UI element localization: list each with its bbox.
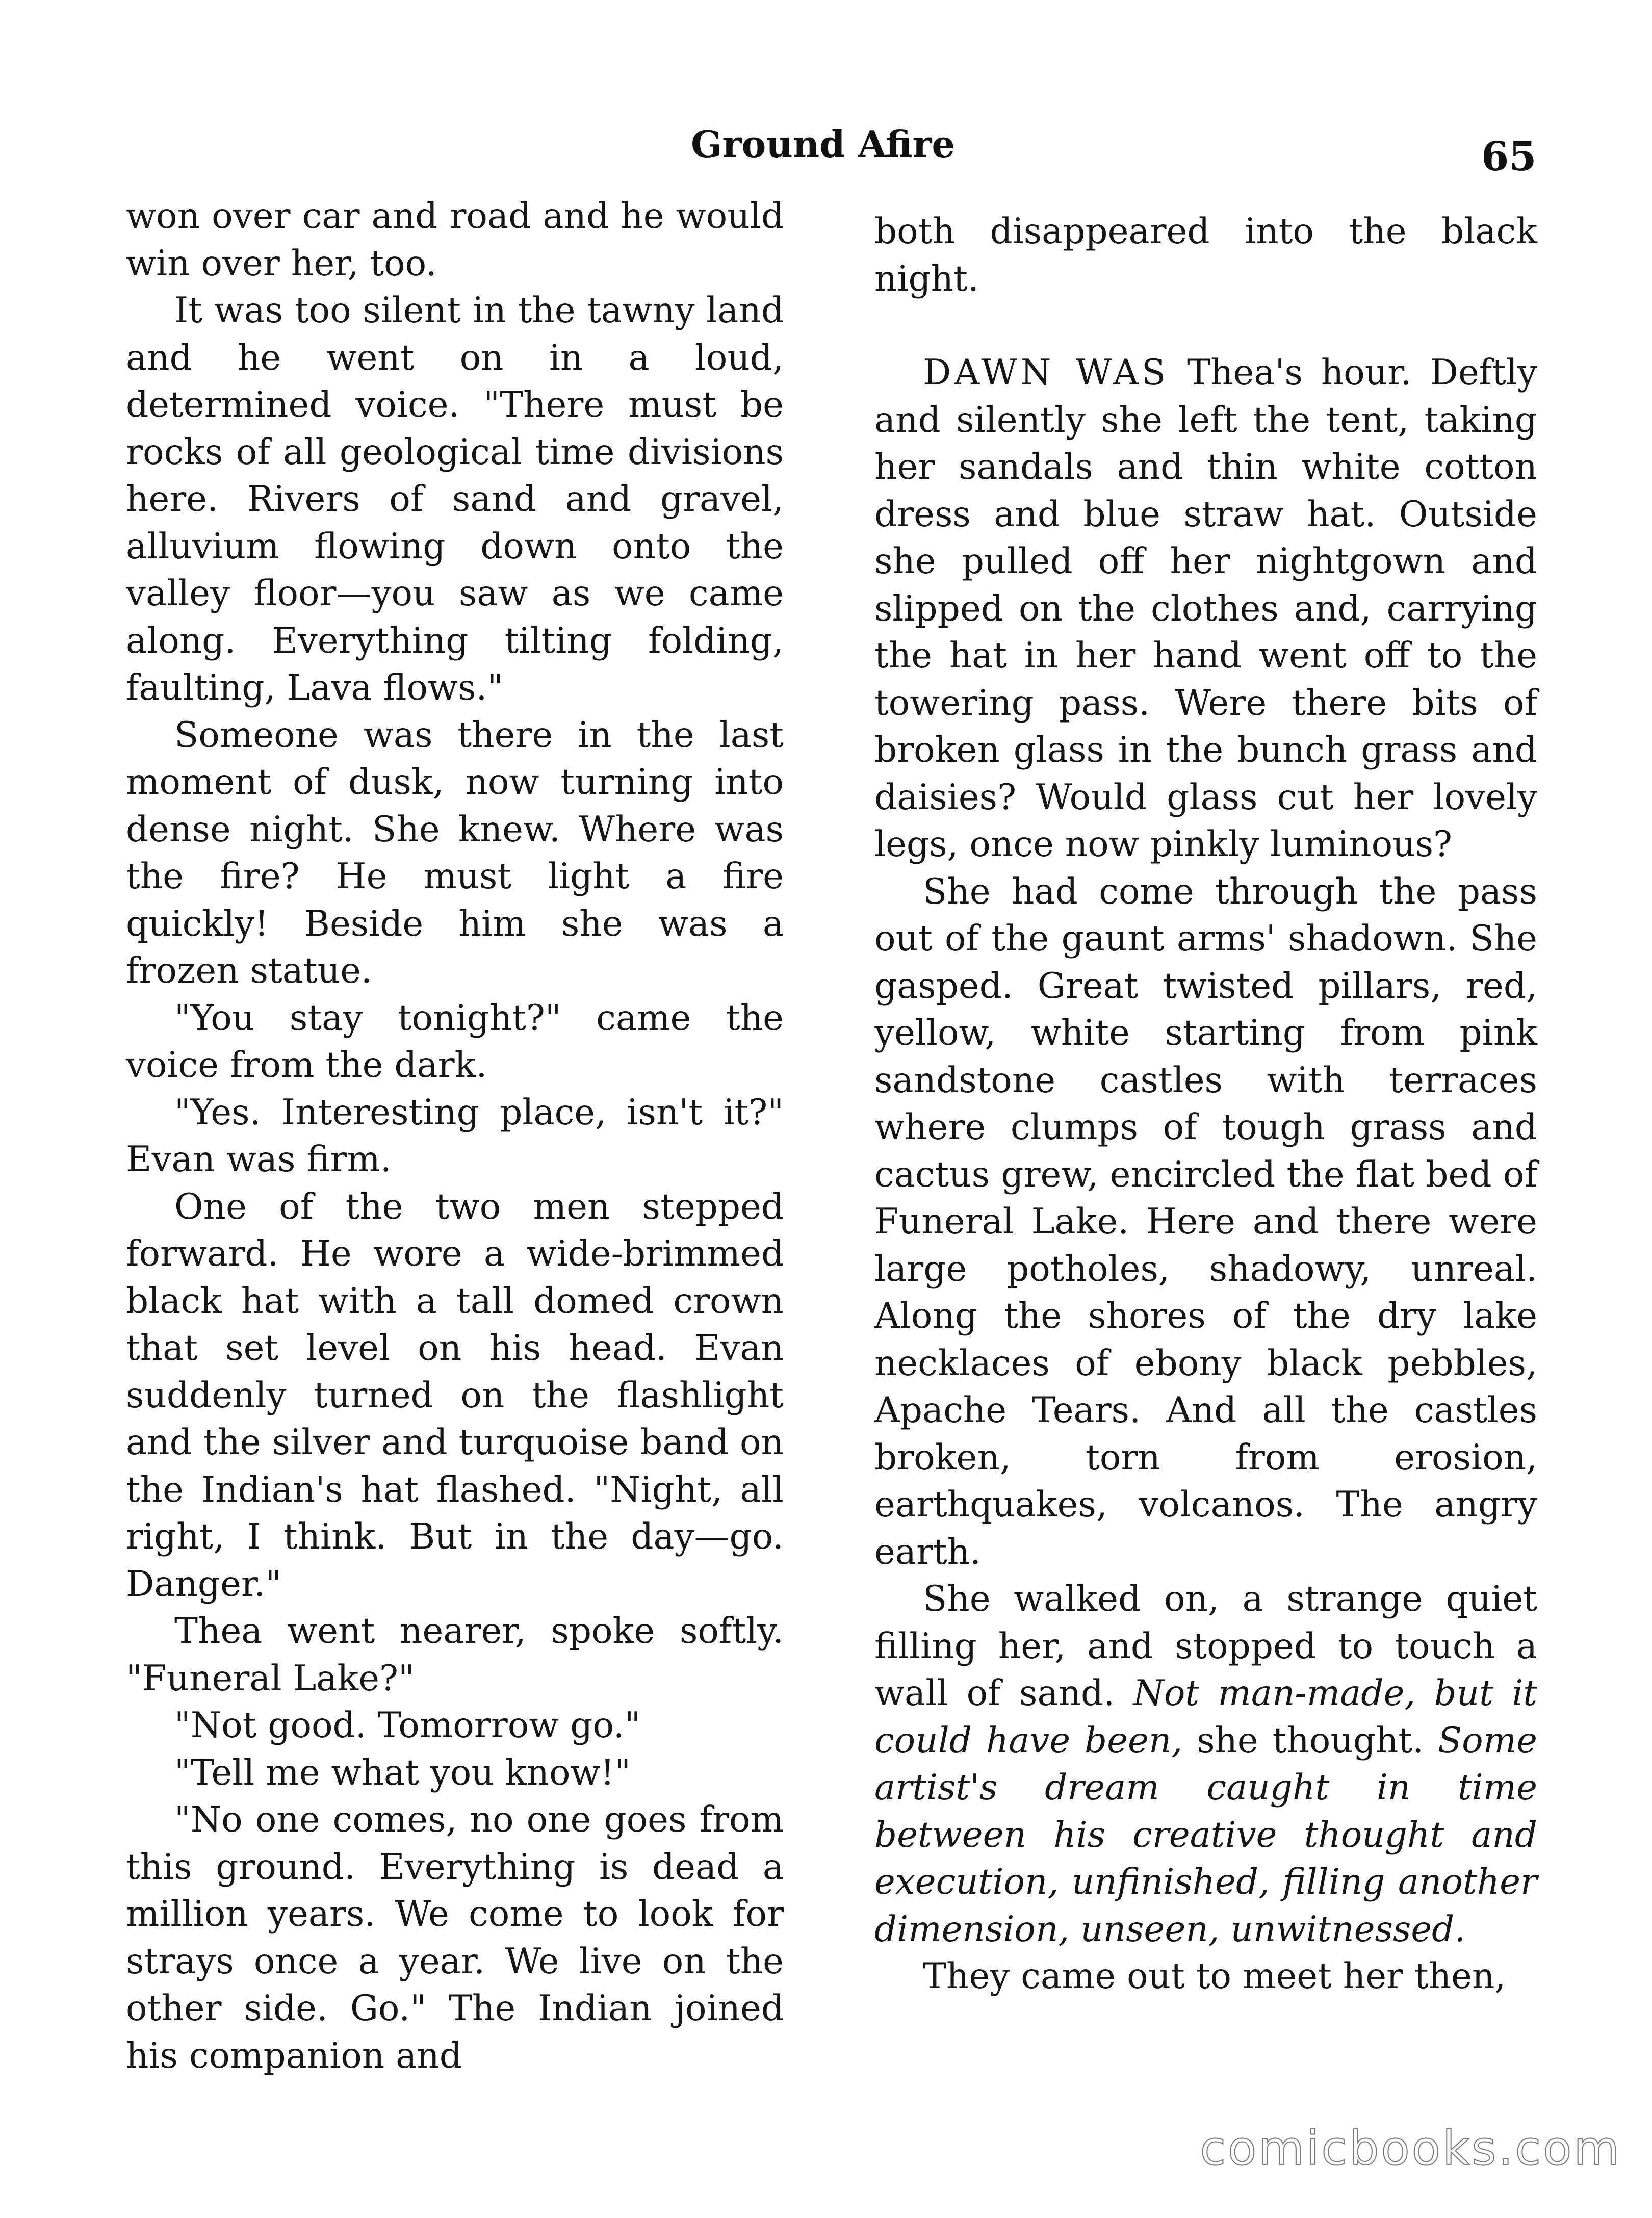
italic-thought: Some artist's dream caught in time between his creative thought and execution, unfinished, filling another dimension, unseen, unwitnessed.: [874, 1720, 1537, 1950]
section-opening-paragraph: [874, 349, 1537, 868]
section-lead-in: DAWN WAS: [923, 352, 1169, 393]
paragraph-text: she thought.: [1182, 1720, 1438, 1761]
watermark: comicbooks.com: [1200, 2121, 1621, 2176]
paragraph: It was too silent in the tawny land and he went on in a loud, determined voice. "There must be rocks of all geological time divisions here. Rivers of sand and gravel, alluvium flowing down onto the valley floor—you saw as we came along. Everything tilting folding, faulting, Lava flows.": [126, 290, 784, 708]
italic-thought: Not man-made, but it could have been,: [874, 1673, 1537, 1761]
page-number: 65: [1481, 134, 1537, 180]
running-head-title: Ground Afire: [691, 122, 956, 166]
paragraph-text: Thea's hour. Deftly and silently she left the tent, taking her sandals and thin white cotton dress and blue straw hat. Outside she pulled off her nightgown and slipped on the clothes and, carrying the hat in her hand went off to the towering pass. Were there bits of broken glass in the bunch grass and daisies? Would glass cut her lovely legs, once now pinkly luminous?: [874, 352, 1537, 865]
paragraph: "Yes. Interesting place, isn't it?" Evan was firm.: [126, 1092, 784, 1180]
paragraph: They came out to meet her then,: [923, 1956, 1506, 1997]
paragraph-text: She walked on, a strange quiet filling her, and stopped to touch a wall of sand.: [874, 1579, 1537, 1714]
right-column: [874, 208, 1537, 2000]
paragraph: She had come through the pass out of the gaunt arms' shadown. She gasped. Great twisted pillars, red, yellow, white starting from pink sandstone castles with terraces where clumps of tough grass and cactus grew, encircled the flat bed of Funeral Lake. Here and there were large potholes, shadowy, unreal. Along the shores of the dry lake necklaces of ebony black pebbles, Apache Tears. And all the castles broken, torn from erosion, earthquakes, volcanos. The angry earth.: [874, 871, 1537, 1572]
paragraph: [874, 1576, 1537, 1953]
paragraph: Thea went nearer, spoke softly. "Funeral Lake?": [126, 1611, 784, 1699]
paragraph: Someone was there in the last moment of dusk, now turning into dense night. She knew. Where was the fire? He must light a fire quickly! Beside him she was a frozen statue.: [126, 714, 784, 991]
paragraph: "Tell me what you know!": [174, 1752, 631, 1793]
paragraph: won over car and road and he would win over her, too.: [126, 196, 784, 284]
paragraph: One of the two men stepped forward. He wore a wide-brimmed black hat with a tall domed crown that set level on his head. Evan suddenly turned on the flashlight and the silver and turquoise band on the Indian's hat flashed. "Night, all right, I think. But in the day—go. Danger.": [126, 1186, 784, 1605]
paragraph: "You stay tonight?" came the voice from the dark.: [126, 997, 784, 1086]
paragraph: "No one comes, no one goes from this ground. Everything is dead a million years. We come to look for strays once a year. We live on the other side. Go." The Indian joined his companion and: [126, 1799, 784, 2076]
paragraph: "Not good. Tomorrow go.": [174, 1705, 641, 1746]
paragraph: both disappeared into the black night.: [874, 211, 1537, 299]
left-column: [126, 193, 784, 2079]
